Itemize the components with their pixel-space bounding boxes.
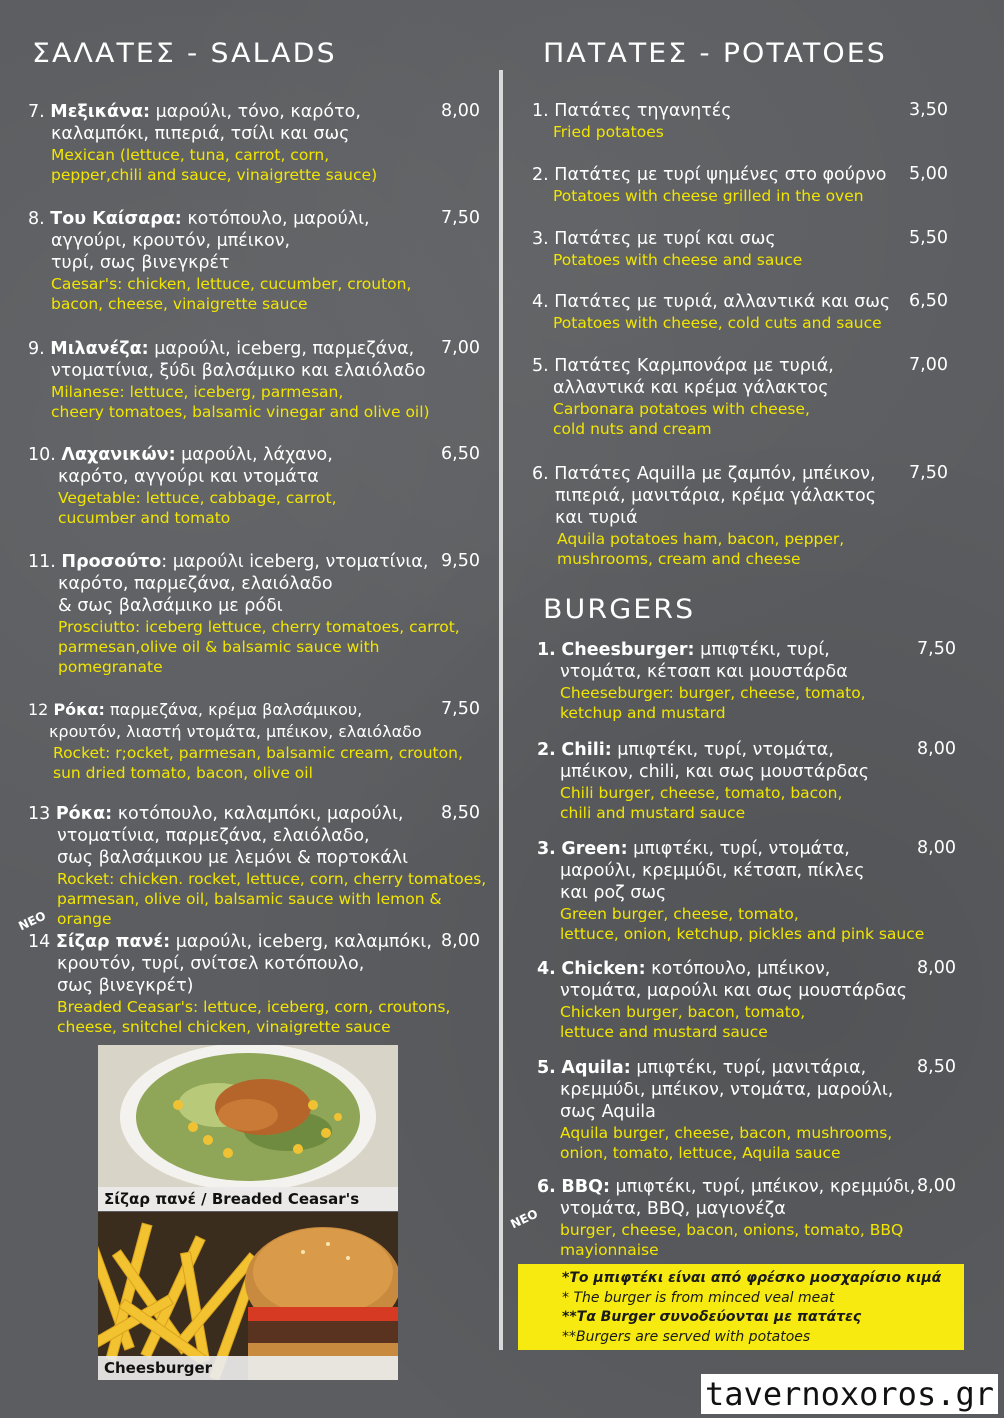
item-name: Πατάτες Aquilla με ζαμπόν, μπέικον, [554, 464, 876, 484]
item-name: Μεξικάνα: [50, 102, 150, 122]
item-desc-line: σως Aquila [560, 1102, 656, 1122]
item-name: Πατάτες με τυρί και σως [554, 229, 776, 249]
item-english: lettuce and mustard sauce [560, 1023, 768, 1041]
item-number: 6. [537, 1177, 556, 1197]
item-desc: κοτόπουλο, καλαμπόκι, μαρούλι, [112, 804, 404, 824]
item-number: 10. [28, 445, 56, 465]
item-number: 5. [532, 356, 549, 376]
item-english: Rocket: r;ocket, parmesan, balsamic cream, crouton, [53, 744, 463, 762]
item-desc: μαρούλι, λάχανο, [175, 445, 333, 465]
item-desc-line: και τυριά [555, 508, 638, 528]
item-english: Prosciutto: iceberg lettuce, cherry tomatoes, carrot, [58, 618, 460, 636]
new-badge: ΝΕΟ [508, 1206, 541, 1232]
salad-item-11 [28, 551, 498, 677]
item-name: Cheesburger: [561, 640, 695, 660]
salad-item-7 [28, 101, 488, 185]
item-number: 14 [28, 932, 51, 952]
item-desc-line: σως βινεγκρέτ) [57, 976, 194, 996]
item-number: 7. [28, 102, 45, 122]
item-number: 12 [28, 700, 49, 719]
salads-heading: ΣΑΛΑΤΕΣ - SALADS [32, 38, 337, 69]
burger-price: 7,50 [917, 639, 956, 659]
item-english: Caesar's: chicken, lettuce, cucumber, crouton, [51, 275, 412, 293]
item-name: Πατάτες με τυριά, αλλαντικά και σως [554, 292, 891, 312]
item-number: 3. [537, 839, 556, 859]
salad-item-13 [28, 803, 498, 929]
note-line: * The burger is from minced veal meat [562, 1289, 835, 1306]
item-name: Green: [561, 839, 628, 859]
item-english: Rocket: chicken. rocket, lettuce, corn, cherry tomatoes, [57, 870, 487, 888]
item-number: 2. [532, 165, 549, 185]
item-number: 4. [532, 292, 549, 312]
item-name: Μιλανέζα: [50, 339, 149, 359]
item-english: Aquila potatoes ham, bacon, pepper, [557, 530, 845, 548]
item-desc-line: καρότο, αγγούρι και ντομάτα [58, 467, 319, 487]
burger-price: 8,00 [917, 1176, 956, 1196]
column-divider [499, 70, 503, 1350]
item-english: Cheeseburger: burger, cheese, tomato, [560, 684, 866, 702]
burger-item-5 [537, 1057, 957, 1163]
salad-item-8 [28, 208, 488, 314]
item-english: cheese, snitchel chicken, vinaigrette sauce [57, 1018, 391, 1036]
burger-fries-image [98, 1212, 398, 1380]
item-english: parmesan,olive oil & balsamic sauce with [58, 638, 380, 656]
item-desc-line: και ροζ σως [560, 883, 667, 903]
item-english: lettuce, onion, ketchup, pickles and pink sauce [560, 925, 925, 943]
website-label: tavernoxoros.gr [701, 1374, 998, 1414]
burger-photo-caption: Cheesburger [98, 1356, 398, 1380]
salad-price: 9,50 [441, 551, 480, 571]
item-english: mayionnaise [560, 1241, 659, 1259]
potato-item-4 [532, 291, 952, 333]
salad-item-10 [28, 444, 488, 528]
burger-item-4 [537, 958, 957, 1042]
item-name: Chicken: [561, 959, 646, 979]
potato-price: 6,50 [909, 291, 948, 311]
item-english: pepper,chili and sauce, vinaigrette sauce) [51, 166, 378, 184]
item-name: Του Καίσαρα: [50, 209, 182, 229]
salad-price: 6,50 [441, 444, 480, 464]
item-desc: μαρούλι, iceberg, καλαμπόκι, [170, 932, 432, 952]
salad-price: 7,50 [441, 699, 480, 719]
item-english: cold nuts and cream [553, 420, 712, 438]
salad-price: 7,50 [441, 208, 480, 228]
item-desc-line: μαρούλι, κρεμμύδι, κέτσαπ, πίκλες [560, 861, 865, 881]
item-name: Ρόκα: [55, 804, 113, 824]
item-number: 1. [537, 640, 556, 660]
item-desc-line: ντομάτα, BBQ, μαγιονέζα [560, 1199, 786, 1219]
item-english: Vegetable: lettuce, cabbage, carrot, [58, 489, 337, 507]
burger-price: 8,00 [917, 838, 956, 858]
potato-item-5 [532, 355, 952, 439]
item-desc-line: ντοματίνια, ξύδι βαλσάμικο και ελαιόλαδο [51, 361, 426, 381]
salad-price: 8,00 [441, 931, 480, 951]
item-english: parmesan, olive oil, balsamic sauce with lemon & orange [57, 890, 442, 928]
item-number: 8. [28, 209, 45, 229]
burger-item-1 [537, 639, 957, 723]
burger-item-2 [537, 739, 957, 823]
item-number: 11. [28, 552, 56, 572]
item-name: Ρόκα: [53, 700, 105, 719]
item-english: Chicken burger, bacon, tomato, [560, 1003, 806, 1021]
item-name: Πατάτες Καρμπονάρα με τυριά, [554, 356, 834, 376]
item-name: Πατάτες τηγανητές [554, 101, 732, 121]
item-desc-line: κρουτόν, λιαστή ντομάτα, μπέικον, ελαιόλαδο [49, 722, 422, 741]
item-desc-line: πιπεριά, μανιτάρια, κρέμα γάλακτος [555, 486, 876, 506]
potatoes-heading: ΠΑΤΑΤΕΣ - POTATOES [543, 38, 887, 69]
item-desc-line: καλαμπόκι, πιπεριά, τσίλι και σως [51, 124, 350, 144]
potato-price: 5,50 [909, 228, 948, 248]
item-desc-line: καρότο, παρμεζάνα, ελαιόλαδο [58, 574, 333, 594]
item-name: Aquila: [561, 1058, 631, 1078]
salad-photo [98, 1045, 398, 1211]
item-name: Σίζαρ πανέ: [55, 932, 171, 952]
burger-item-3 [537, 838, 957, 944]
item-desc-line: κρεμμύδι, μπέικον, ντομάτα, μαρούλι, [560, 1080, 894, 1100]
item-desc-line: μπέικον, chili, και σως μουστάρδας [560, 762, 870, 782]
item-english: chili and mustard sauce [560, 804, 746, 822]
note-line: **Τα Burger συνοδεύονται με πατάτες [562, 1309, 862, 1325]
burger-notes-box [518, 1264, 964, 1350]
item-desc-line: αλλαντικά και κρέμα γάλακτος [553, 378, 829, 398]
item-number: 4. [537, 959, 556, 979]
item-desc: μπιφτέκι, τυρί, [694, 640, 830, 660]
burger-price: 8,00 [917, 958, 956, 978]
item-number: 2. [537, 740, 556, 760]
potato-price: 7,00 [909, 355, 948, 375]
potato-item-3 [532, 228, 952, 270]
item-english: cucumber and tomato [58, 509, 231, 527]
item-desc: μπιφτέκι, τυρί, μανιτάρια, [630, 1058, 867, 1078]
item-english: Carbonara potatoes with cheese, [553, 400, 810, 418]
item-english: Potatoes with cheese and sauce [553, 251, 803, 269]
item-english: burger, cheese, bacon, onions, tomato, BBQ [560, 1221, 904, 1239]
item-desc: : μαρούλι iceberg, ντοματίνια, [161, 552, 429, 572]
salad-item-9 [28, 338, 488, 422]
item-number: 6. [532, 464, 549, 484]
salad-photo-caption: Σίζαρ πανέ / Breaded Ceasar's [98, 1187, 398, 1211]
item-number: 5. [537, 1058, 556, 1078]
item-english: Green burger, cheese, tomato, [560, 905, 799, 923]
potato-item-1 [532, 100, 952, 142]
item-name: Chili: [561, 740, 612, 760]
item-desc-line: & σως βαλσάμικο με ρόδι [58, 596, 283, 616]
item-name: BBQ: [561, 1177, 610, 1197]
item-english: mushrooms, cream and cheese [557, 550, 801, 568]
item-english: ketchup and mustard [560, 704, 726, 722]
item-english: Aquila burger, cheese, bacon, mushrooms, [560, 1124, 893, 1142]
salad-price: 8,50 [441, 803, 480, 823]
potato-price: 5,00 [909, 164, 948, 184]
item-name: Προσούτο [61, 552, 162, 572]
potato-item-2 [532, 164, 952, 206]
item-english: Fried potatoes [553, 123, 664, 141]
burger-item-6 [537, 1176, 957, 1260]
item-name: Λαχανικών: [61, 445, 176, 465]
note-line: *Το μπιφτέκι είναι από φρέσκο μοσχαρίσιο κιμά [562, 1270, 942, 1286]
item-english: cheery tomatoes, balsamic vinegar and olive oil) [51, 403, 430, 421]
item-desc-line: σως βαλσάμικου με λεμόνι & πορτοκάλι [57, 848, 409, 868]
salad-price: 8,00 [441, 101, 480, 121]
item-english: Milanese: lettuce, iceberg, parmesan, [51, 383, 344, 401]
item-desc: παρμεζάνα, κρέμα βαλσάμικου, [104, 700, 363, 719]
item-number: 13 [28, 804, 51, 824]
salad-item-12 [28, 699, 498, 783]
item-english: Breaded Ceasar's: lettuce, iceberg, corn, croutons, [57, 998, 451, 1016]
item-desc-line: ντοματίνια, παρμεζάνα, ελαιόλαδο, [57, 826, 370, 846]
item-english: Mexican (lettuce, tuna, carrot, corn, [51, 146, 330, 164]
salad-item-14 [28, 931, 498, 1037]
salad-price: 7,00 [441, 338, 480, 358]
burger-price: 8,00 [917, 739, 956, 759]
item-english: onion, tomato, lettuce, Aquila sauce [560, 1144, 841, 1162]
item-desc-line: κρουτόν, τυρί, σνίτσελ κοτόπουλο, [57, 954, 365, 974]
burger-price: 8,50 [917, 1057, 956, 1077]
note-line: **Burgers are served with potatoes [562, 1328, 811, 1345]
item-desc: κοτόπουλο, μπέικον, [645, 959, 831, 979]
item-desc: μπιφτέκι, τυρί, μπέικον, κρεμμύδι, [609, 1177, 916, 1197]
item-desc: μαρούλι, iceberg, παρμεζάνα, [148, 339, 415, 359]
potato-item-6 [532, 463, 952, 569]
item-desc-line: ντομάτα, κέτσαπ και μουστάρδα [560, 662, 848, 682]
item-desc: μπιφτέκι, τυρί, ντομάτα, [627, 839, 850, 859]
item-desc: κοτόπουλο, μαρούλι, [181, 209, 370, 229]
item-name: Πατάτες με τυρί ψημένες στο φούρνο [554, 165, 887, 185]
item-desc-line: ντομάτα, μαρούλι και σως μουστάρδας [560, 981, 908, 1001]
burger-photo [98, 1212, 398, 1380]
item-english: bacon, cheese, vinaigrette sauce [51, 295, 308, 313]
item-number: 1. [532, 101, 549, 121]
item-english: Chili burger, cheese, tomato, bacon, [560, 784, 843, 802]
item-english: Potatoes with cheese grilled in the oven [553, 187, 864, 205]
item-english: pomegranate [58, 658, 163, 676]
item-english: sun dried tomato, bacon, olive oil [53, 764, 313, 782]
item-desc: μαρούλι, τόνο, καρότο, [150, 102, 361, 122]
potato-price: 7,50 [909, 463, 948, 483]
item-english: Potatoes with cheese, cold cuts and sauce [553, 314, 882, 332]
potato-price: 3,50 [909, 100, 948, 120]
item-number: 9. [28, 339, 45, 359]
burgers-heading: BURGERS [543, 594, 696, 625]
item-desc-line: αγγούρι, κρουτόν, μπέικον, [51, 231, 291, 251]
new-badge: ΝΕΟ [16, 908, 49, 934]
item-desc: μπιφτέκι, τυρί, ντομάτα, [611, 740, 834, 760]
item-desc-line: τυρί, σως βινεγκρέτ [51, 253, 230, 273]
item-number: 3. [532, 229, 549, 249]
